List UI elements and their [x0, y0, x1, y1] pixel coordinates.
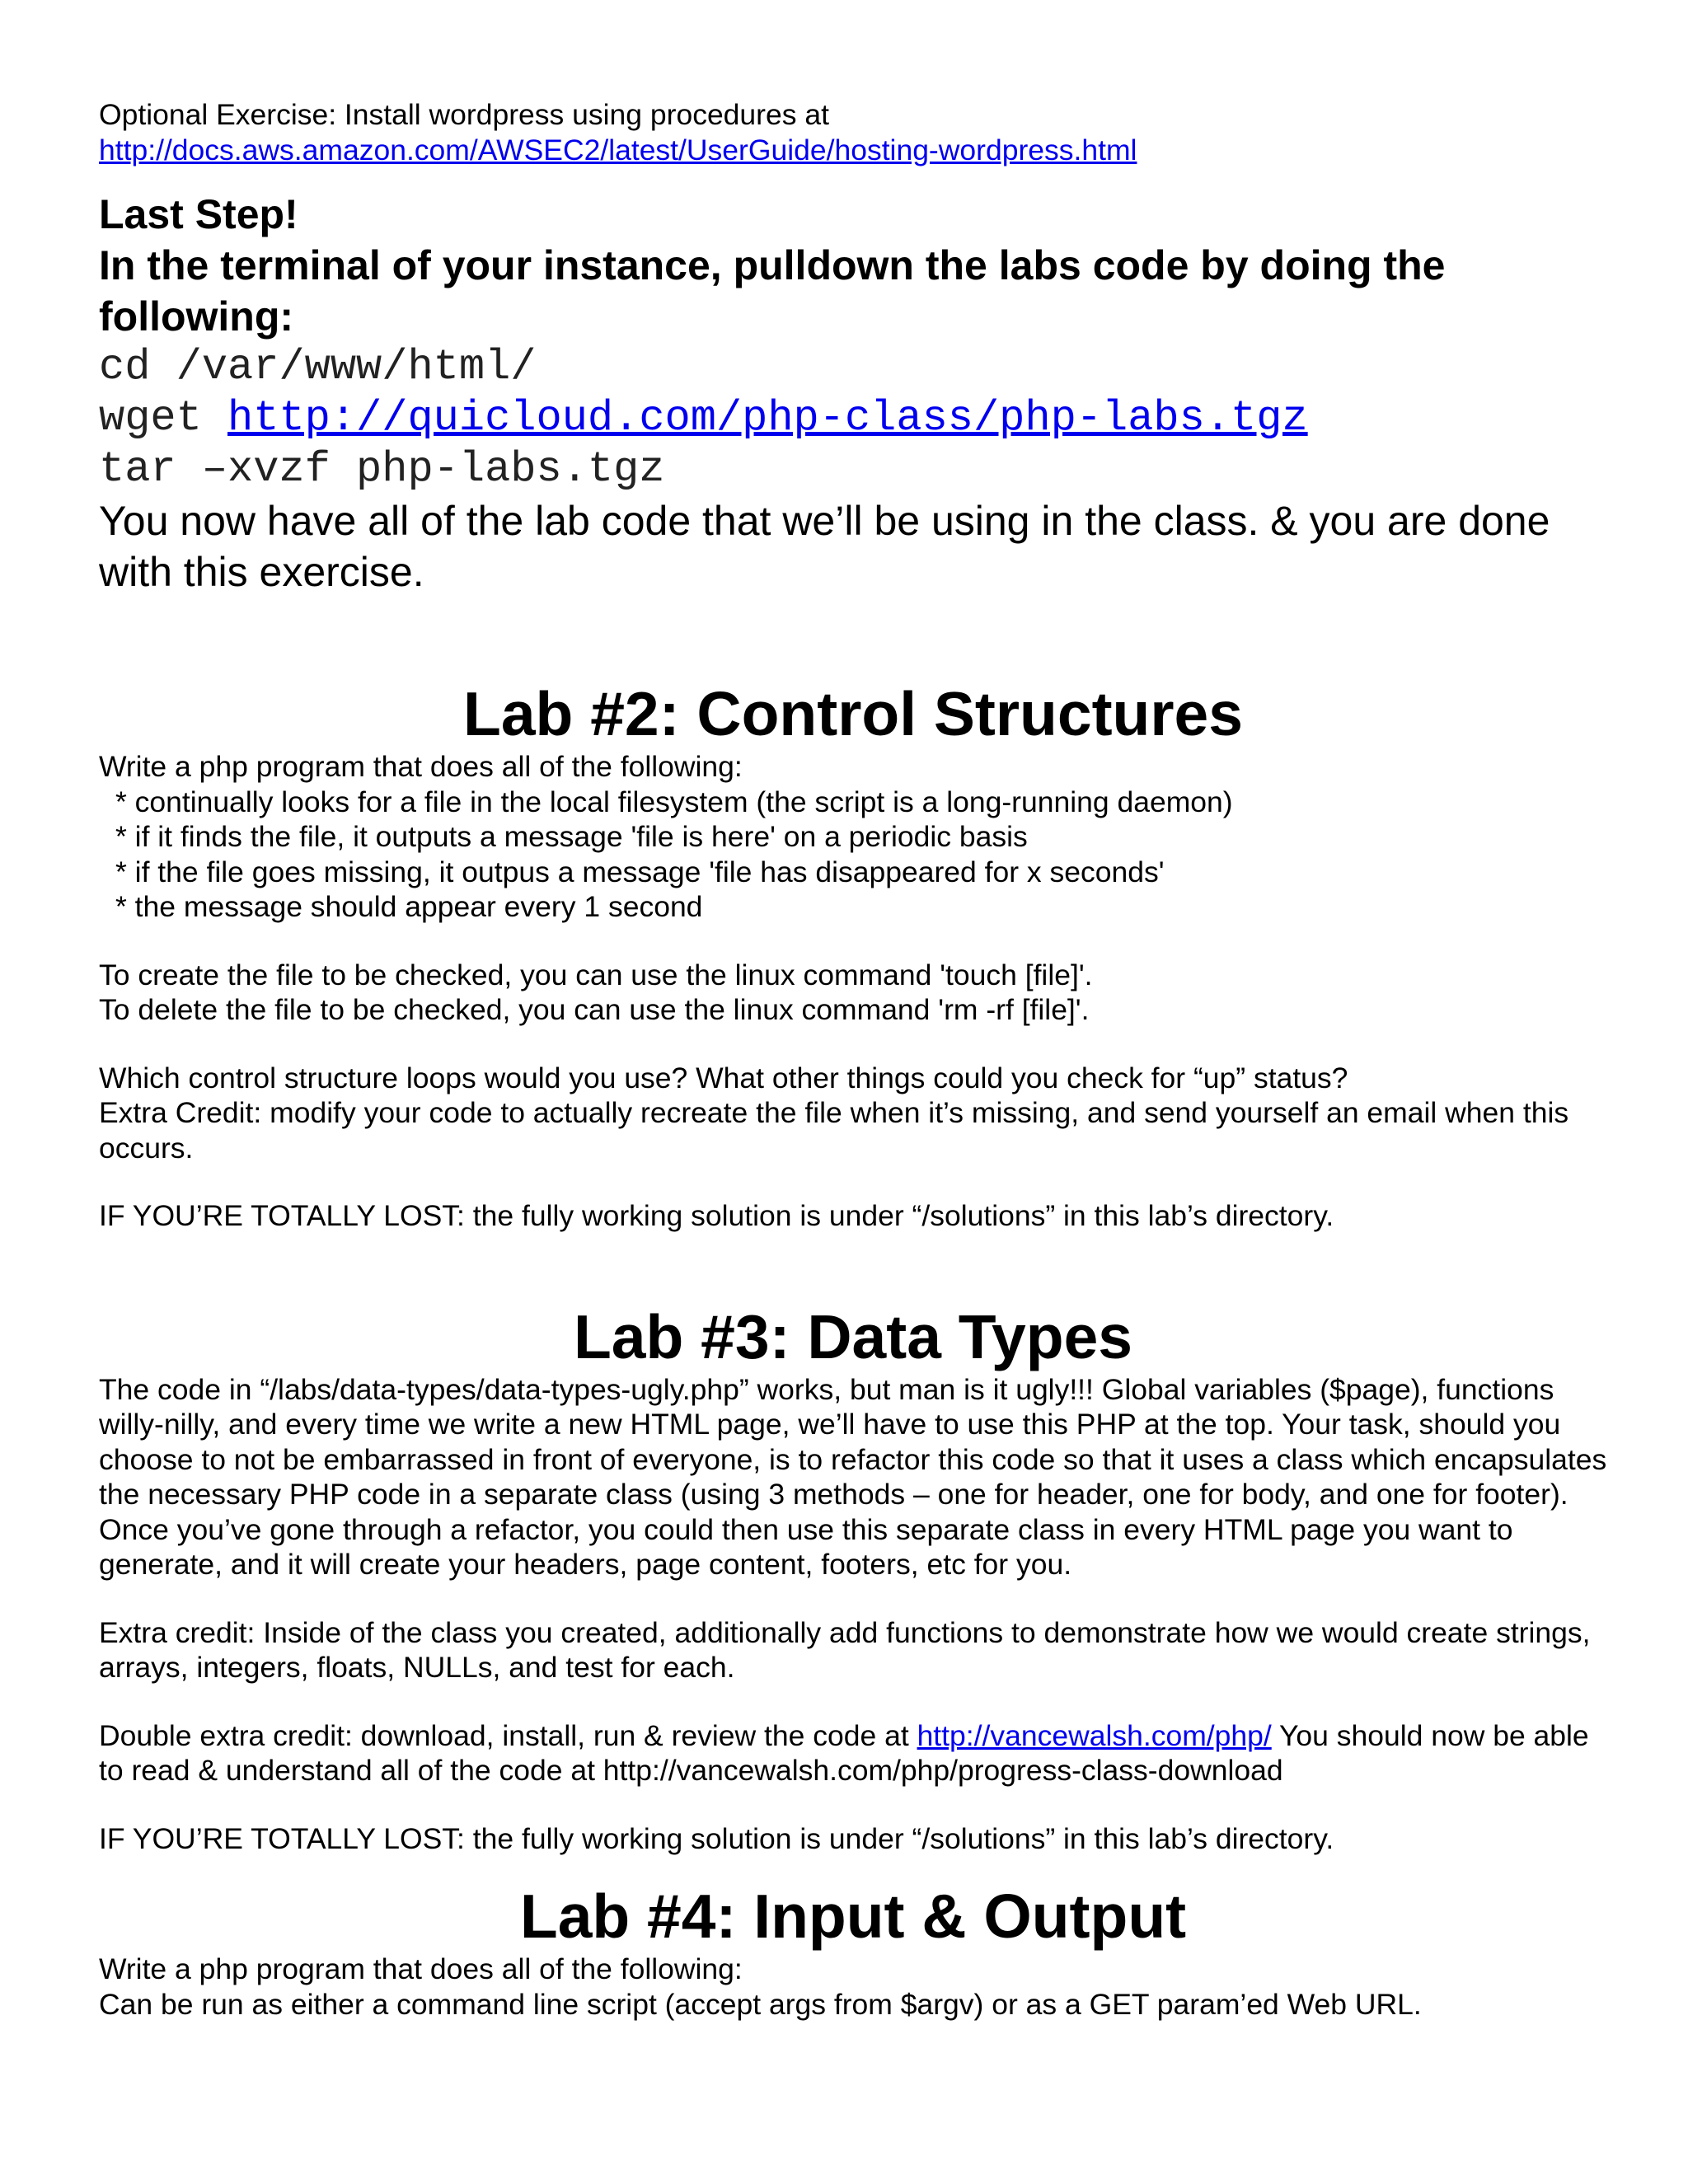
vancewalsh-link[interactable]: http://vancewalsh.com/php/ — [917, 1718, 1272, 1752]
lab2-bullet: * if the file goes missing, it outpus a message 'file has disappeared for x seconds' — [115, 855, 1165, 888]
lab2-extra-credit: Extra Credit: modify your code to actually recreate the file when it’s missing, and send yourself an email when this occurs. — [99, 1096, 1569, 1165]
lab3-extra-credit: Extra credit: Inside of the class you created, additionally add functions to demonstrate how we would create strings, arrays, integers, floats, NULLs, and test for each. — [99, 1615, 1591, 1684]
lab2-lost-note: IF YOU’RE TOTALLY LOST: the fully working solution is under “/solutions” in this lab’s directory. — [99, 1199, 1334, 1232]
lab2-bullet: * the message should appear every 1 second — [115, 890, 703, 923]
lab3-double-prefix: Double extra credit: download, install, run & review the code at — [99, 1718, 917, 1752]
lab2-intro: Write a php program that does all of the following: — [99, 750, 743, 783]
lab4-title: Lab #4: Input & Output — [519, 1882, 1187, 1951]
terminal-instruction: In the terminal of your instance, pulldown the labs code by doing the following: — [99, 242, 1446, 340]
document-page — [99, 97, 1607, 2022]
lab2-title: Lab #2: Control Structures — [463, 679, 1243, 748]
lab2-question: Which control structure loops would you use? What other things could you check for “up” status? — [99, 1061, 1348, 1094]
lab4-line2: Can be run as either a command line script (accept args from $argv) or as a GET param’ed Web URL. — [99, 1987, 1422, 2021]
done-text: You now have all of the lab code that we’ll be using in the class. & you are done with this exercise. — [99, 498, 1550, 595]
command-wget — [99, 393, 1607, 444]
command-cd: cd /var/www/html/ — [99, 343, 537, 391]
wordpress-guide-link[interactable]: http://docs.aws.amazon.com/AWSEC2/latest/UserGuide/hosting-wordpress.html — [99, 133, 1137, 166]
lab3-lost-note: IF YOU’RE TOTALLY LOST: the fully working solution is under “/solutions” in this lab’s directory. — [99, 1821, 1334, 1855]
lab2-bullet: * if it finds the file, it outputs a message 'file is here' on a periodic basis — [115, 820, 1028, 853]
lab3-double-extra-credit — [99, 1718, 1607, 1788]
command-tar: tar –xvzf php-labs.tgz — [99, 445, 665, 494]
optional-exercise-text: Optional Exercise: Install wordpress using procedures at — [99, 98, 829, 131]
lab3-double-suffix: You should now be able to read & understand all of the code at http://vancewalsh.com/php/progress-class-download — [99, 1718, 1589, 1787]
lab2-delete-line: To delete the file to be checked, you can use the linux command 'rm -rf [file]'. — [99, 993, 1090, 1026]
php-labs-download-link[interactable]: http://quicloud.com/php-class/php-labs.tgz — [227, 394, 1308, 443]
wordpress-guide-link-line — [99, 133, 1607, 168]
lab3-title: Lab #3: Data Types — [573, 1301, 1132, 1371]
lab2-bullet: * continually looks for a file in the local filesystem (the script is a long-running daemon) — [115, 785, 1233, 818]
lab3-paragraph: The code in “/labs/data-types/data-types-ugly.php” works, but man is it ugly!!! Global variables ($page), functions willy-nilly, and every time we write a new HTML page, we’ll have to use this PHP at the top. Your task, should you choose to not be embarrassed in front of everyone, is to refactor this code so that it uses a class which encapsulates the necessary PHP code in a separate class (using 3 methods – one for header, one for body, and one for footer). Once you’ve gone through a refactor, you could then use this separate class in every HTML page you want to generate, and it will create your headers, page content, footers, etc for you. — [99, 1372, 1607, 1581]
command-wget-prefix: wget — [99, 394, 228, 443]
last-step-heading: Last Step! — [99, 191, 298, 237]
lab2-create-line: To create the file to be checked, you can use the linux command 'touch [file]'. — [99, 958, 1093, 991]
lab4-intro: Write a php program that does all of the following: — [99, 1952, 743, 1985]
